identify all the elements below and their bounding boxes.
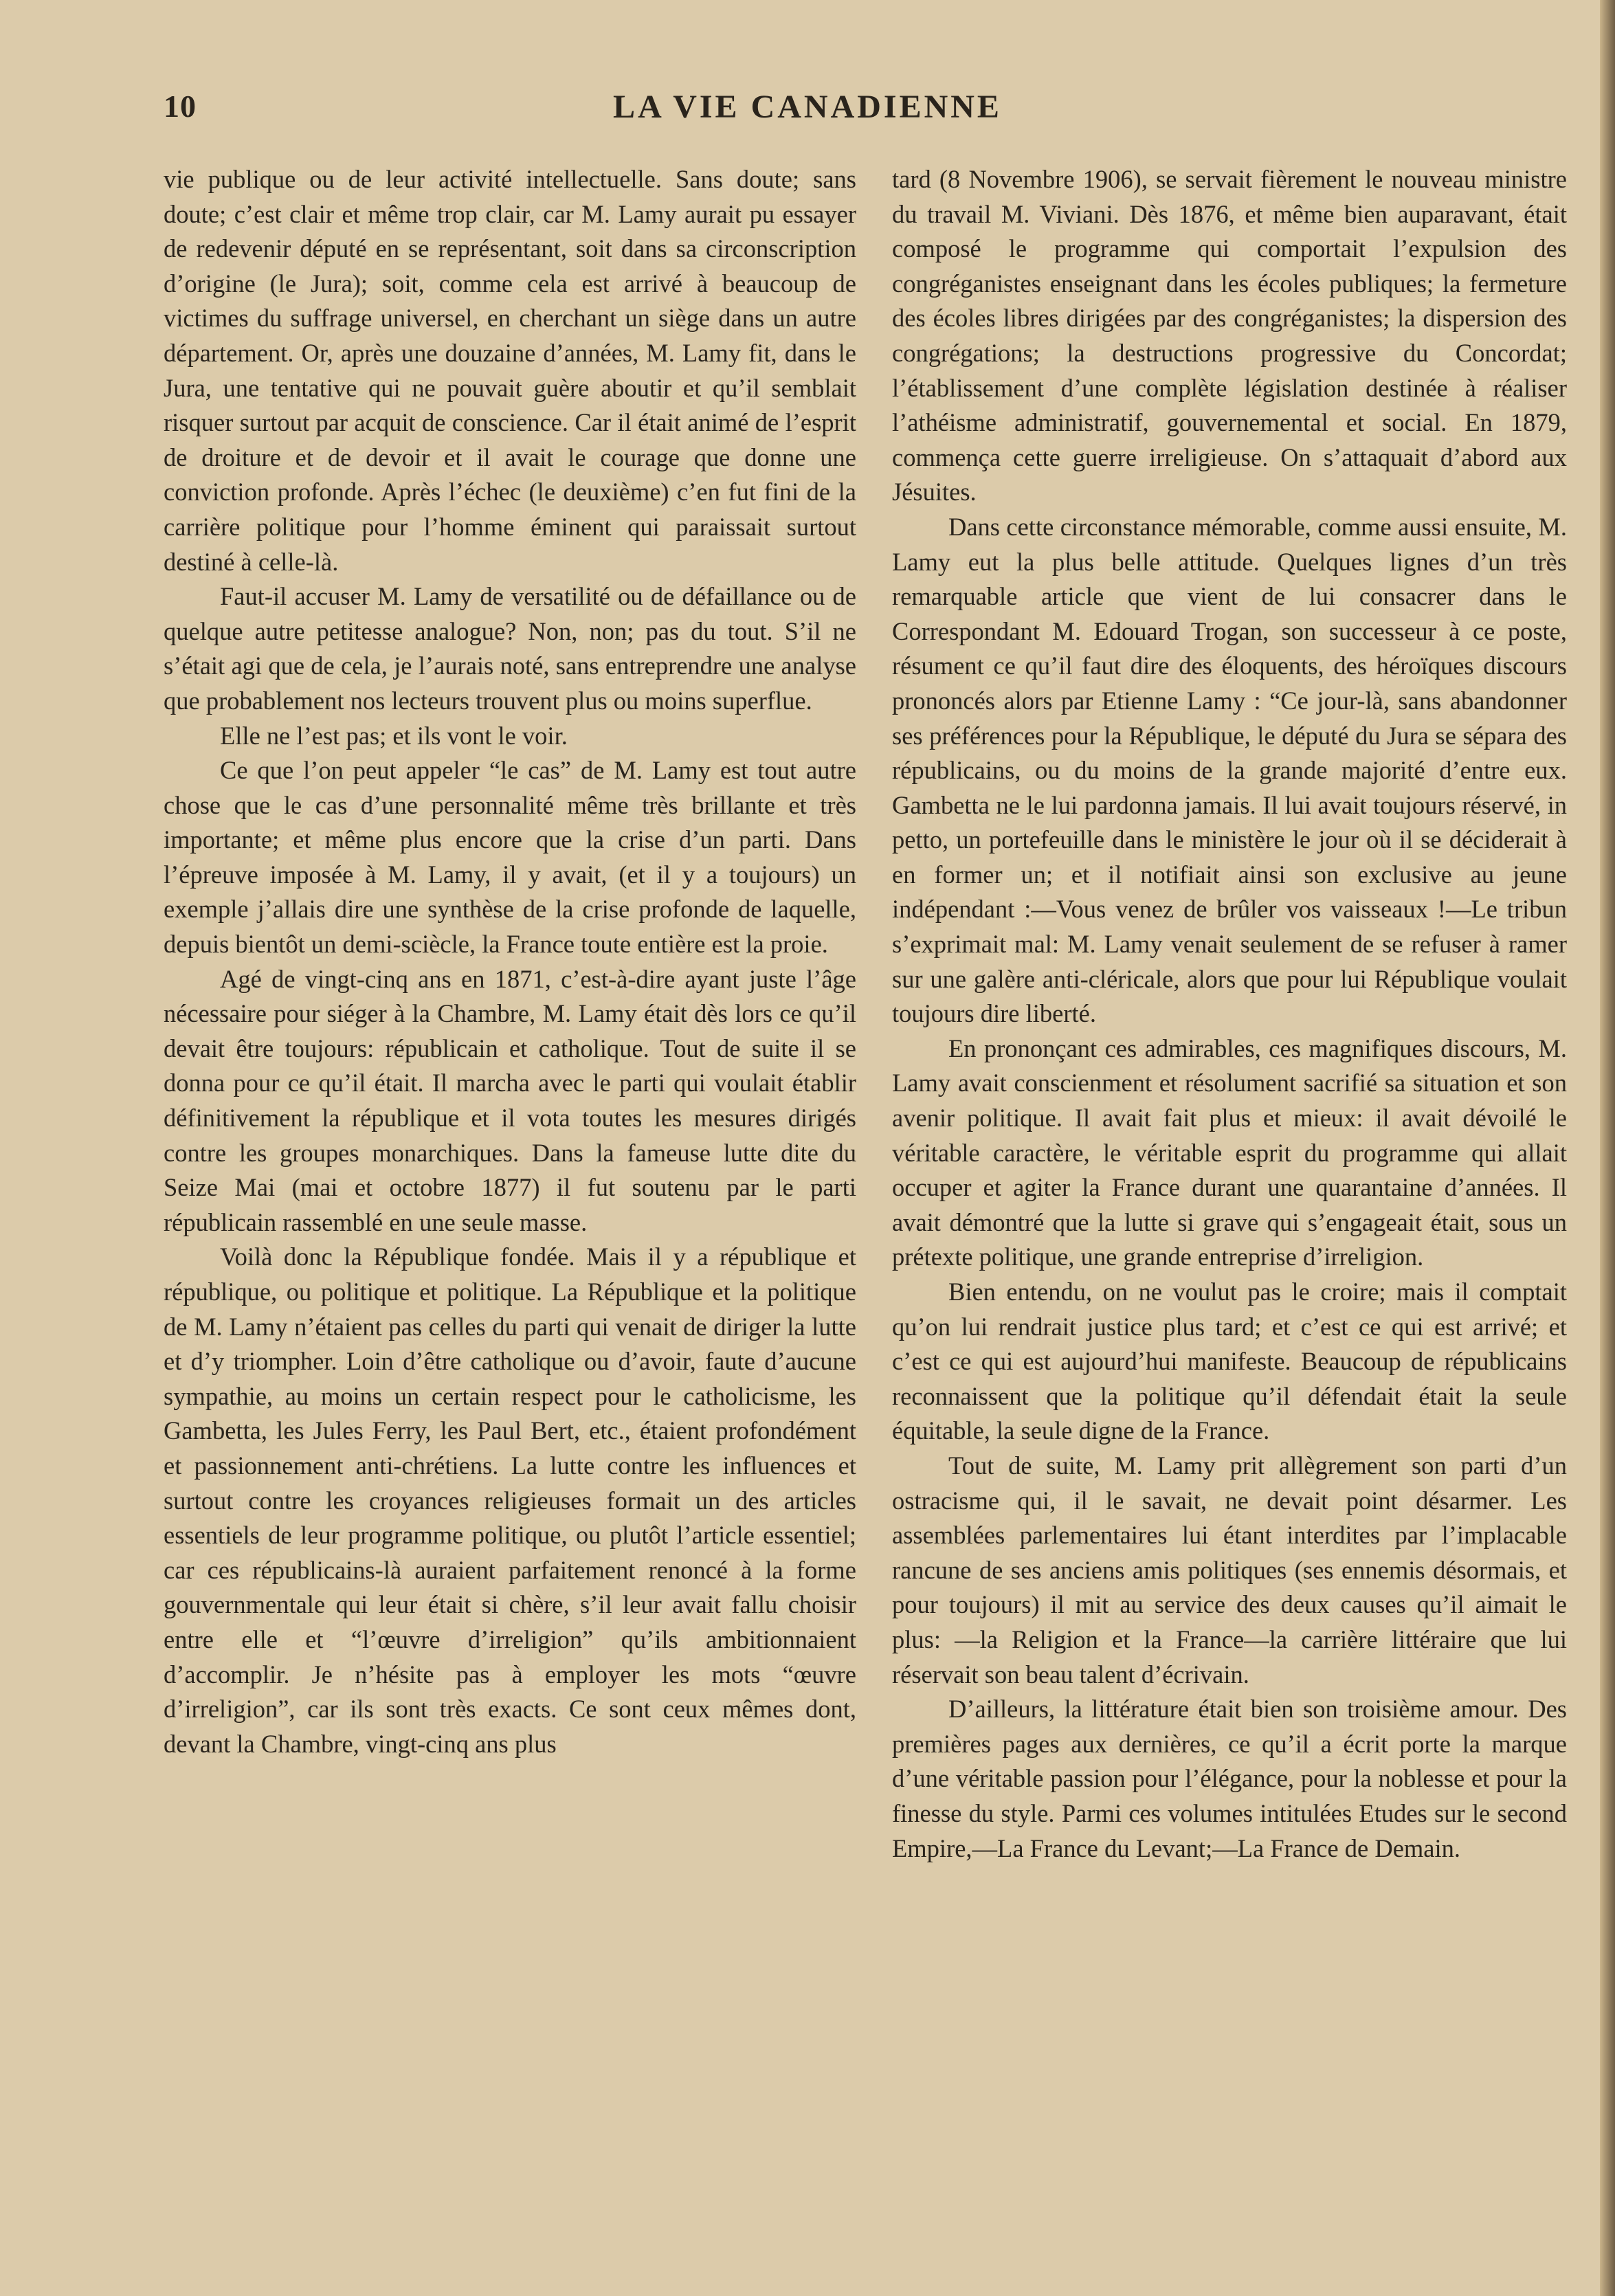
paragraph: Agé de vingt-cinq ans en 1871, c’est-à-dire ayant juste l’âge nécessaire pour siéger à la Chambre, M. Lamy était dès lors ce qu’il devait être toujours: républicain et catholique. Tout de suite il se donna pour ce qu’il était. Il marcha avec le parti qui voulait établir définitivement la république et il vota toutes les mesures dirigés contre les groupes monarchiques. Dans la fameuse lutte dite du Seize Mai (mai et octobre 1877) il fut soutenu par le parti républicain rassemblé en une seule masse.	[164, 964, 856, 1236]
book-spine-shadow	[1600, 0, 1615, 2296]
paragraph: vie publique ou de leur activité intellectuelle. Sans doute; sans doute; c’est clair et même trop clair, car M. Lamy aurait pu essayer de redevenir député en se représentant, soit dans sa circonscription d’origine (le Jura); soit, comme cela est arrivé à beaucoup de victimes du suffrage universel, en cherchant un siège dans un autre département. Or, après une douzaine d’années, M. Lamy fit, dans le Jura, une tentative qui ne pouvait guère aboutir et qu’il semblait risquer surtout par acquit de conscience. Car il était animé de l’esprit de droiture et de devoir et il avait le courage que donne une conviction profonde. Après l’échec (le deuxième) c’en fut fini de la carrière politique pour l’homme éminent qui paraissait surtout destiné à celle-là.	[164, 165, 856, 576]
paragraph: En prononçant ces admirables, ces magnifiques discours, M. Lamy avait conscienment et résolument sacrifié sa situation et son avenir politique. Il avait fait plus et mieux: il avait dévoilé le véritable caractère, le véritable esprit du programme qui allait occuper et agiter la France durant une quarantaine d’années. Il avait démontré que la lutte si grave qui s’engageait était, sous un prétexte politique, une grande entreprise d’irreligion.	[892, 1034, 1567, 1271]
page-number: 10	[164, 89, 197, 124]
paragraph: tard (8 Novembre 1906), se servait fièrement le nouveau ministre du travail M. Viviani. Dès 1876, et même bien auparavant, était composé le programme qui comportait l’expulsion des congréganistes enseignant dans les écoles publiques; la fermeture des écoles libres dirigées par des congréganistes; la dispersion des congrégations; la destructions progressive du Concordat; l’établissement d’une complète législation destinée à réaliser l’athéisme administratif, gouvernemental et social. En 1879, commença cette guerre irreligieuse. On s’attaquait d’abord aux Jésuites.	[892, 165, 1567, 506]
right-column	[892, 162, 1567, 1866]
running-title: LA VIE CANADIENNE	[613, 89, 1002, 125]
paragraph: D’ailleurs, la littérature était bien son troisième amour. Des premières pages aux dernières, ce qu’il a écrit porte la marque d’une véritable passion pour l’élégance, pour la noblesse et pour la finesse du style. Parmi ces volumes intitulées Etudes sur le second Empire,—La France du Levant;—La France de Demain.	[892, 1695, 1567, 1862]
left-column	[164, 162, 856, 1761]
paragraph: Tout de suite, M. Lamy prit allègrement son parti d’un ostracisme qui, il le savait, ne devait point désarmer. Les assemblées parlementaires lui étant interdites par l’implacable rancune de ses anciens amis politiques (ses ennemis désormais, et pour toujours) il mit au service des deux causes qu’il aimait le plus: —la Religion et la France—la carrière littéraire que lui réservait son beau talent d’écrivain.	[892, 1451, 1567, 1688]
paragraph: Voilà donc la République fondée. Mais il y a république et république, ou politique et politique. La République et la politique de M. Lamy n’étaient pas celles du parti qui venait de diriger la lutte et d’y triompher. Loin d’être catholique ou d’avoir, faute d’aucune sympathie, au moins un certain respect pour le catholicisme, les Gambetta, les Jules Ferry, les Paul Bert, etc., étaient profondément et passionnement anti-chrétiens. La lutte contre les influences et surtout contre les croyances religieuses formait un des articles essentiels de leur programme politique, ou plutôt l’article essentiel; car ces républicains-là auraient parfaitement renoncé à la forme gouvernmentale qui leur était si chère, s’il leur avait fallu choisir entre elle et “l’œuvre d’irreligion” qu’ils ambitionnaient d’accomplir. Je n’hésite pas à employer les mots “œuvre d’irreligion”, car ils sont très exacts. Ce sont ceux mêmes dont, devant la Chambre, vingt-cinq ans plus	[164, 1242, 856, 1758]
paragraph: Faut-il accuser M. Lamy de versatilité ou de défaillance ou de quelque autre petitesse analogue? Non, non; pas du tout. S’il ne s’était agi que de cela, je l’aurais noté, sans entreprendre une analyse que probablement nos lecteurs trouvent plus ou moins superflue.	[164, 582, 856, 715]
paragraph: Elle ne l’est pas; et ils vont le voir.	[220, 721, 568, 750]
page-header	[0, 88, 1615, 136]
paragraph: Dans cette circonstance mémorable, comme aussi ensuite, M. Lamy eut la plus belle attitude. Quelques lignes d’un très remarquable article que vient de lui consacrer dans le Correspondant M. Edouard Trogan, son successeur à ce poste, résument ce qu’il faut dire des éloquents, des héroïques discours prononcés alors par Etienne Lamy : “Ce jour-là, sans abandonner ses préférences pour la République, le député du Jura se sépara des républicains, ou du moins de la grande majorité d’entre eux. Gambetta ne le lui pardonna jamais. Il lui avait toujours réservé, in petto, un portefeuille dans le ministère le jour où il se déciderait à en former un; et il notifiait ainsi son exclusive au jeune indépendant :—Vous venez de brûler vos vaisseaux !—Le tribun s’exprimait mal: M. Lamy venait seulement de se refuser à ramer sur une galère anti-cléricale, alors que pour lui République voulait toujours dire liberté.	[892, 512, 1567, 1028]
paragraph: Ce que l’on peut appeler “le cas” de M. Lamy est tout autre chose que le cas d’une personnalité même très brillante et très importante; et même plus encore que la crise d’un parti. Dans l’épreuve imposée à M. Lamy, il y avait, (et il y a toujours) un exemple j’allais dire une synthèse de la crise profonde de laquelle, depuis bientôt un demi-sciècle, la France toute entière est la proie.	[164, 756, 856, 959]
paragraph: Bien entendu, on ne voulut pas le croire; mais il comptait qu’on lui rendrait justice plus tard; et c’est ce qui est arrivé; et c’est ce qui est aujourd’hui manifeste. Beaucoup de républicains reconnaissent que la politique qu’il défendait était la seule équitable, la seule digne de la France.	[892, 1278, 1567, 1445]
